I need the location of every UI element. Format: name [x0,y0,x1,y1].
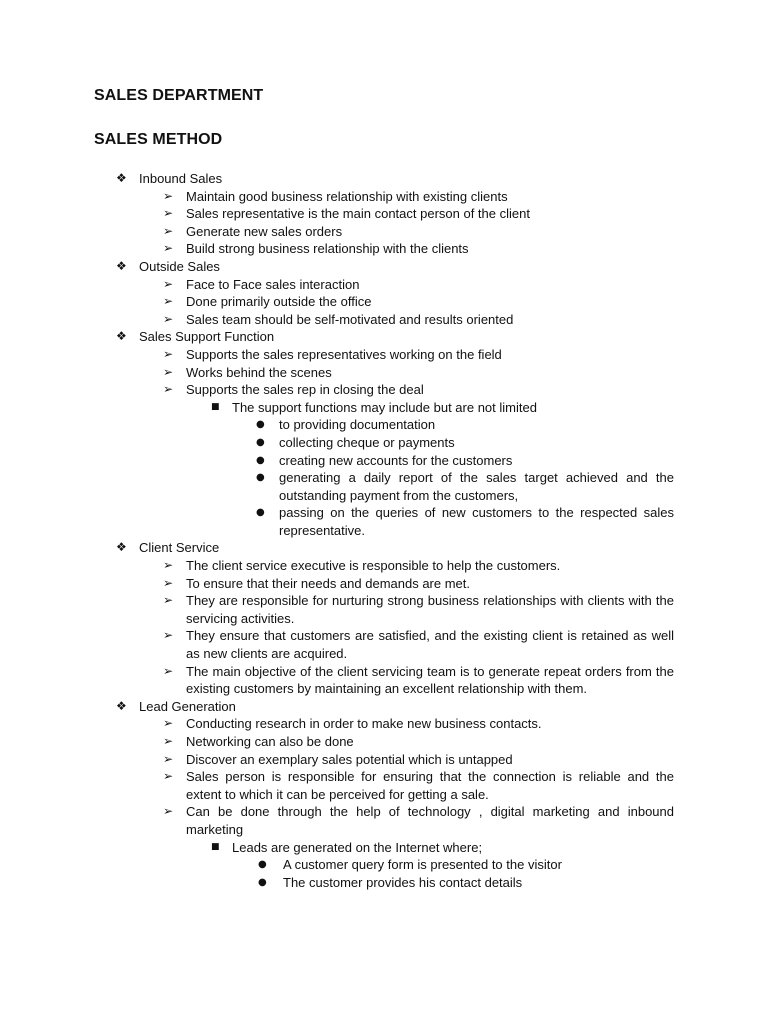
list-item-text: Sales person is responsible for ensuring that the connection is reliable and the extent to which it can be perceived for getting a sale. [186,769,674,802]
list-item-level-2 [0,311,768,329]
list-item-text: The support functions may include but are not limited [232,399,537,415]
dot-bullet-icon: ● [256,454,265,466]
dot-bullet-icon: ● [258,859,267,871]
list-item-text: Maintain good business relationship with existing clients [186,188,508,204]
list-item-level-2 [0,575,768,593]
list-item-text: Sales representative is the main contact person of the client [186,206,530,222]
dot-bullet-icon: ● [256,507,265,519]
list-item-text: To ensure that their needs and demands are met. [186,575,471,591]
arrow-bullet-icon: ➢ [163,311,174,326]
list-item-level-2 [0,803,768,838]
list-item-text: collecting cheque or payments [279,434,455,450]
list-item-text: Networking can also be done [186,734,354,749]
list-item-level-4 [0,504,768,539]
list-item-text: Build strong business relationship with the clients [186,241,469,257]
diamond-bullet-icon: ❖ [116,698,127,713]
list-item-level-2 [0,733,768,751]
list-item-level-4 [0,856,768,874]
list-item-text: Face to Face sales interaction [186,276,360,292]
list-item-text: Can be done through the help of technology , digital marketing and inbound marketing [186,804,674,837]
list-item-level-2 [0,205,768,223]
list-item-text: They are responsible for nurturing strong business relationships with clients with the servicing activities. [186,593,674,626]
arrow-bullet-icon: ➢ [163,241,174,256]
arrow-bullet-icon: ➢ [163,628,174,643]
arrow-bullet-icon: ➢ [163,575,174,590]
list-item-level-2 [0,240,768,258]
list-item-level-2 [0,592,768,627]
list-item-level-3 [0,839,768,857]
list-item-level-1 [0,170,768,188]
square-bullet-icon: ■ [211,401,220,412]
list-item-text: Done primarily outside the office [186,294,372,310]
list-item-level-4 [0,416,768,434]
arrow-bullet-icon: ➢ [163,346,174,361]
arrow-bullet-icon: ➢ [163,188,174,203]
arrow-bullet-icon: ➢ [163,382,174,397]
bullet-list [0,170,768,891]
list-item-level-2 [0,346,768,364]
list-item-text: Lead Generation [139,698,236,714]
section-heading: SALES METHOD [94,131,223,148]
list-item-level-4 [0,452,768,470]
dot-bullet-icon: ● [256,472,265,484]
list-item-level-1 [0,698,768,716]
arrow-bullet-icon: ➢ [163,558,174,573]
list-item-level-4 [0,434,768,452]
list-item-text: creating new accounts for the customers [279,452,513,468]
list-item-level-1 [0,258,768,276]
diamond-bullet-icon: ❖ [116,258,127,273]
list-item-text: Inbound Sales [139,171,223,186]
dot-bullet-icon: ● [256,436,265,448]
arrow-bullet-icon: ➢ [163,804,174,819]
arrow-bullet-icon: ➢ [163,769,174,784]
list-item-level-2 [0,715,768,733]
list-item-level-2 [0,293,768,311]
list-item-level-2 [0,751,768,769]
list-item-text: Leads are generated on the Internet where; [232,839,483,855]
arrow-bullet-icon: ➢ [163,593,174,608]
list-item-text: Generate new sales orders [186,223,343,239]
list-item-text: Client Service [139,540,220,556]
list-item-text: Conducting research in order to make new business contacts. [186,716,542,732]
arrow-bullet-icon: ➢ [163,223,174,238]
arrow-bullet-icon: ➢ [163,206,174,221]
diamond-bullet-icon: ❖ [116,329,127,344]
arrow-bullet-icon: ➢ [163,663,174,678]
list-item-level-2 [0,768,768,803]
list-item-text: generating a daily report of the sales target achieved and the outstanding payment from the customers, [279,470,674,503]
document-title: SALES DEPARTMENT [94,87,264,104]
list-item-level-2 [0,188,768,206]
list-item-level-4 [0,469,768,504]
arrow-bullet-icon: ➢ [163,294,174,309]
list-item-level-3 [0,399,768,417]
dot-bullet-icon: ● [258,876,267,888]
arrow-bullet-icon: ➢ [163,276,174,291]
list-item-text: The client service executive is responsible to help the customers. [186,558,561,574]
list-item-level-2 [0,276,768,294]
list-item-text: to providing documentation [279,417,436,433]
square-bullet-icon: ■ [211,841,220,852]
list-item-level-1 [0,328,768,346]
diamond-bullet-icon: ❖ [116,540,127,555]
arrow-bullet-icon: ➢ [163,751,174,766]
list-item-text: passing on the queries of new customers to the respected sales representative. [279,505,674,538]
diamond-bullet-icon: ❖ [116,171,127,185]
list-item-text: The customer provides his contact details [283,874,523,890]
list-item-text: Discover an exemplary sales potential which is untapped [186,751,513,767]
list-item-text: Supports the sales representatives working on the field [186,346,502,362]
list-item-text: The main objective of the client servicing team is to generate repeat orders from the existing customers by maintaining an excellent relationship with them. [186,663,674,697]
arrow-bullet-icon: ➢ [163,734,174,748]
list-item-text: Supports the sales rep in closing the deal [186,382,424,398]
list-item-text: A customer query form is presented to the visitor [283,857,562,873]
list-item-text: Works behind the scenes [186,364,332,380]
list-item-level-4 [0,874,768,892]
list-item-level-2 [0,223,768,241]
list-item-text: Sales Support Function [139,329,275,345]
list-item-level-2 [0,663,768,698]
arrow-bullet-icon: ➢ [163,716,174,731]
list-item-level-2 [0,364,768,382]
list-item-text: Outside Sales [139,258,220,274]
list-item-level-1 [0,539,768,557]
list-item-level-2 [0,627,768,662]
dot-bullet-icon: ● [256,419,265,431]
arrow-bullet-icon: ➢ [163,364,174,379]
list-item-text: They ensure that customers are satisfied, and the existing client is retained as well as new clients are acquired. [186,628,674,662]
list-item-level-2 [0,381,768,399]
list-item-text: Sales team should be self-motivated and results oriented [186,311,514,327]
list-item-level-2 [0,557,768,575]
